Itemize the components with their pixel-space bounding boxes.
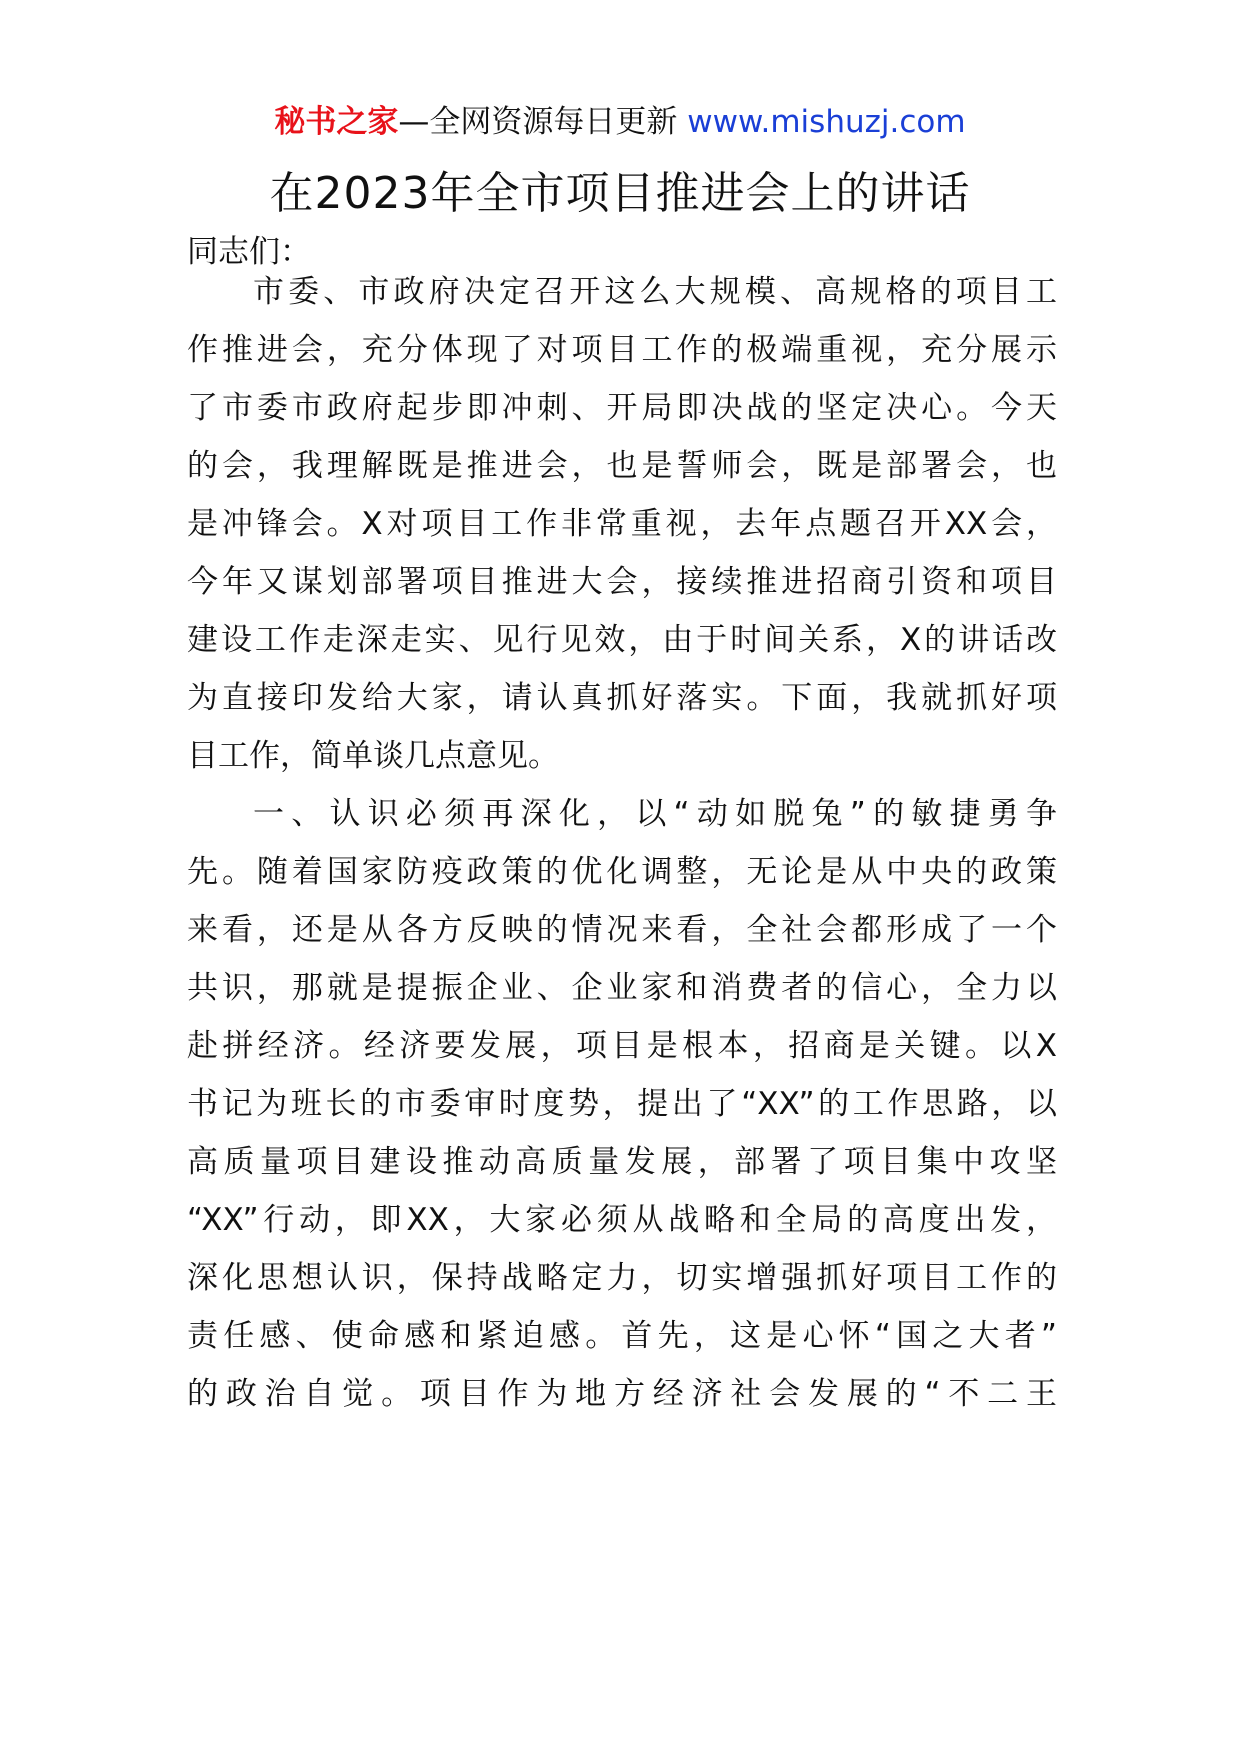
site-url-link[interactable]: www.mishuzj.com	[687, 104, 966, 140]
text-line: 今年又谋划部署项目推进大会，接续推进招商引资和项目	[187, 564, 1057, 600]
site-header	[0, 100, 1240, 144]
site-tagline: —全网资源每日更新	[398, 104, 678, 140]
text-line: 赴拼经济。经济要发展，项目是根本，招商是关键。以X	[187, 1028, 1057, 1064]
text-line: 是冲锋会。X对项目工作非常重视，去年点题召开XX会，	[187, 506, 1057, 542]
text-line: 深化思想认识，保持战略定力，切实增强抓好项目工作的	[187, 1260, 1057, 1296]
text-line: 建设工作走深走实、见行见效，由于时间关系，X的讲话改	[187, 622, 1057, 658]
text-line: “XX”行动，即XX，大家必须从战略和全局的高度出发，	[187, 1202, 1057, 1238]
site-brand: 秘书之家	[274, 104, 399, 140]
text-line: 市委、市政府决定召开这么大规模、高规格的项目工	[253, 274, 1057, 310]
salutation: 同志们：	[187, 234, 311, 270]
document-title: 在2023年全市项目推进会上的讲话	[269, 168, 971, 219]
text-line: 作推进会，充分体现了对项目工作的极端重视，充分展示	[187, 332, 1057, 368]
text-line: 书记为班长的市委审时度势，提出了“XX”的工作思路，以	[187, 1086, 1057, 1122]
text-line: 高质量项目建设推动高质量发展，部署了项目集中攻坚	[187, 1144, 1057, 1180]
text-line: 目工作，简单谈几点意见。	[187, 738, 559, 774]
text-line: 共识，那就是提振企业、企业家和消费者的信心，全力以	[187, 970, 1057, 1006]
text-line: 为直接印发给大家，请认真抓好落实。下面，我就抓好项	[187, 680, 1057, 716]
text-line: 责任感、使命感和紧迫感。首先，这是心怀“国之大者”	[187, 1318, 1057, 1354]
text-line: 的政治自觉。项目作为地方经济社会发展的“不二王	[187, 1376, 1057, 1412]
section-heading-line: 一、认识必须再深化，以“动如脱兔”的敏捷勇争	[253, 796, 1057, 832]
text-line: 的会，我理解既是推进会，也是誓师会，既是部署会，也	[187, 448, 1057, 484]
text-line: 来看，还是从各方反映的情况来看，全社会都形成了一个	[187, 912, 1057, 948]
text-line: 了市委市政府起步即冲刺、开局即决战的坚定决心。今天	[187, 390, 1057, 426]
text-line: 先。随着国家防疫政策的优化调整，无论是从中央的政策	[187, 854, 1057, 890]
